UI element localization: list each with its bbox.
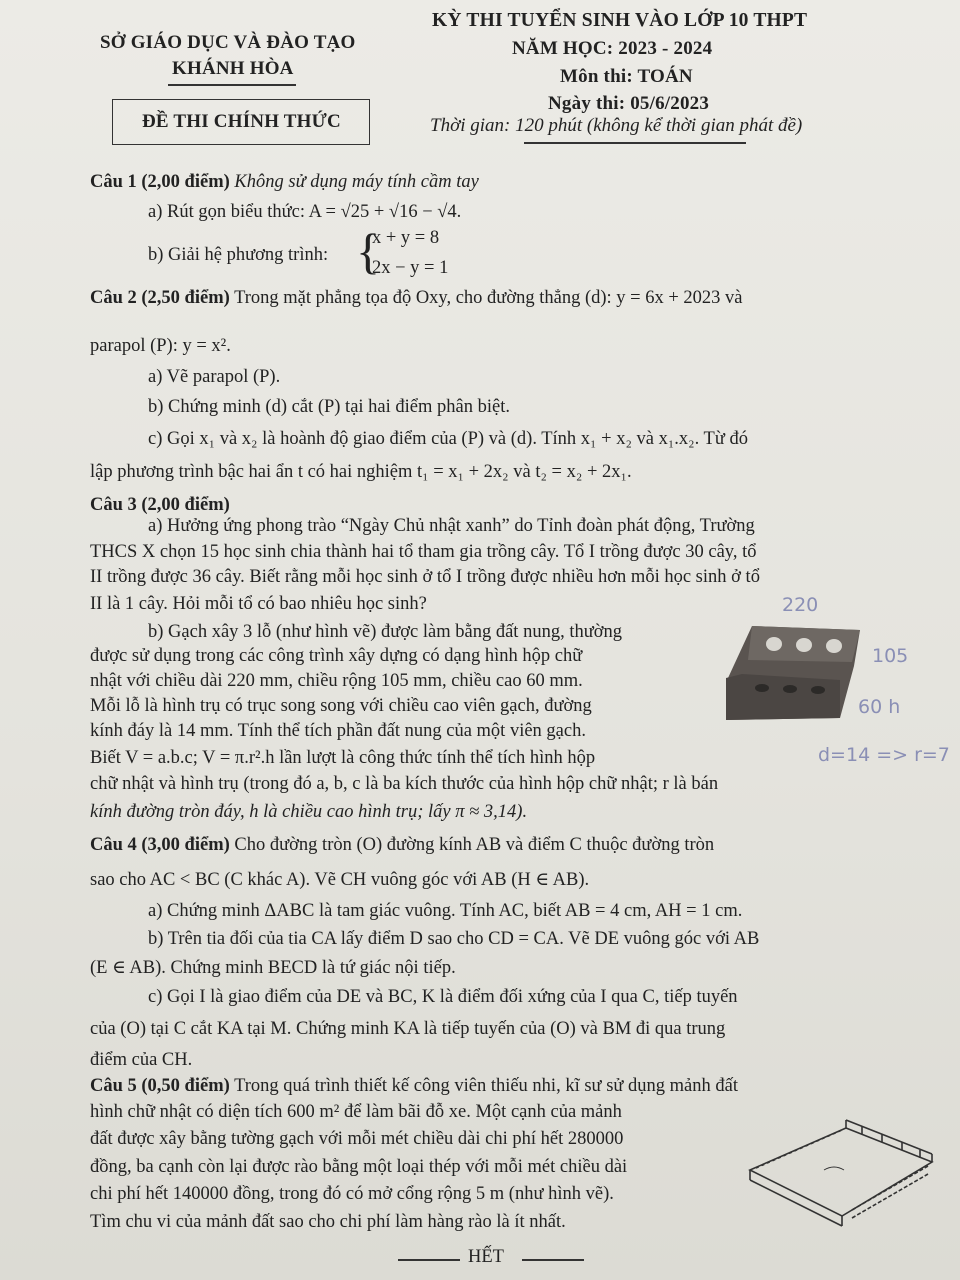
q3-a4: II là 1 cây. Hỏi mỗi tổ có bao nhiêu học sinh? (90, 594, 427, 614)
q2-title: Câu 2 (2,50 điểm) (90, 288, 230, 308)
q1-note: Không sử dụng máy tính cầm tay (234, 172, 479, 192)
q3-b4: Mỗi lỗ là hình trụ có trục song song với chiều cao viên gạch, đường (90, 696, 592, 716)
q3-b7: chữ nhật và hình trụ (trong đó a, b, c là ba kích thước của hình hộp chữ nhật; r là bán (90, 774, 719, 794)
q5-title: Câu 5 (0,50 điểm) (90, 1076, 230, 1096)
q5-line5: chi phí hết 140000 đồng, trong đó có mở cổng rộng 5 m (như hình vẽ). (90, 1184, 614, 1204)
q2-part-c2: lập phương trình bậc hai ẩn t có hai nghiệm t₁ = x₁ + 2x₂ và t₂ = x₂ + 2x₁. (90, 462, 632, 482)
province-underline (168, 84, 296, 86)
system-brace: { (356, 223, 380, 279)
q5-line6: Tìm chu vi của mảnh đất sao cho chi phí làm hàng rào là ít nhất. (90, 1212, 566, 1232)
q5-line2: hình chữ nhật có diện tích 600 m² để làm bãi đỗ xe. Một cạnh của mảnh (90, 1102, 622, 1122)
q4-title: Câu 4 (3,00 điểm) (90, 835, 230, 855)
q4-part-a: a) Chứng minh ΔABC là tam giác vuông. Tính AC, biết AB = 4 cm, AH = 1 cm. (148, 901, 743, 921)
q4-line2: sao cho AC < BC (C khác A). Vẽ CH vuông góc với AB (H ∈ AB). (90, 870, 590, 890)
q4-part-c1: c) Gọi I là giao điểm của DE và BC, K là điểm đối xứng của I qua C, tiếp tuyến (148, 987, 738, 1007)
end-line-left (398, 1259, 460, 1261)
q2-line2: parapol (P): y = x². (90, 336, 231, 356)
q2-part-a: a) Vẽ parapol (P). (148, 367, 281, 387)
q1-part-b-label: b) Giải hệ phương trình: (148, 245, 329, 265)
q5-line1 (90, 1076, 738, 1097)
q3-b2: được sử dụng trong các công trình xây dựng có dạng hình hộp chữ (90, 646, 583, 666)
q4-part-c3: điểm của CH. (90, 1050, 193, 1070)
q5-line3: đất được xây bằng tường gạch với mỗi mét chiều dài chi phí hết 280000 (90, 1129, 624, 1149)
q4-part-b2: (E ∈ AB). Chứng minh BECD là tứ giác nội tiếp. (90, 958, 456, 978)
q2-text: Trong mặt phẳng tọa độ Oxy, cho đường thẳng (d): y = 6x + 2023 và (234, 288, 743, 308)
q2-line1 (90, 288, 743, 309)
note-60: 60 h (858, 696, 901, 718)
q4-part-b1: b) Trên tia đối của tia CA lấy điểm D sao cho CD = CA. Vẽ DE vuông góc với AB (148, 929, 760, 949)
org-name: SỞ GIÁO DỤC VÀ ĐÀO TẠO (100, 32, 356, 53)
q3-b3: nhật với chiều dài 220 mm, chiều rộng 105 mm, chiều cao 60 mm. (90, 671, 583, 691)
q3-b6: Biết V = a.b.c; V = π.r².h lần lượt là công thức tính thể tích hình hộp (90, 748, 596, 768)
note-220: 220 (782, 594, 819, 616)
q4-text: Cho đường tròn (O) đường kính AB và điểm C thuộc đường tròn (234, 835, 715, 855)
duration-underline (524, 142, 746, 144)
exam-duration: Thời gian: 120 phút (không kể thời gian phát đề) (430, 115, 803, 136)
q1-title: Câu 1 (2,00 điểm) (90, 172, 230, 192)
q2-part-b: b) Chứng minh (d) cắt (P) tại hai điểm phân biệt. (148, 397, 510, 417)
official-exam-label: ĐỀ THI CHÍNH THỨC (142, 111, 341, 132)
exam-subject: Môn thi: TOÁN (560, 66, 693, 87)
q1-heading (90, 172, 479, 193)
fence-figure (742, 1118, 942, 1228)
note-105: 105 (872, 645, 909, 667)
q1-eq2: 2x − y = 1 (372, 258, 449, 278)
end-line-right (522, 1259, 584, 1261)
brick-figure (722, 622, 862, 728)
exam-title: KỲ THI TUYỂN SINH VÀO LỚP 10 THPT (432, 10, 808, 31)
q3-a2: THCS X chọn 15 học sinh chia thành hai tổ tham gia trồng cây. Tổ I trồng được 30 cây, tổ (90, 542, 757, 562)
q2-part-c1: c) Gọi x₁ và x₂ là hoành độ giao điểm của (P) và (d). Tính x₁ + x₂ và x₁.x₂. Từ đó (148, 429, 748, 449)
note-diameter: d=14 => r=7 (818, 744, 950, 766)
q3-a3: II trồng được 36 cây. Biết rằng mỗi học sinh ở tổ I trồng được nhiều hơn mỗi học sinh ở tổ (90, 567, 760, 587)
q3-title: Câu 3 (2,00 điểm) (90, 495, 230, 515)
school-year: NĂM HỌC: 2023 - 2024 (512, 38, 713, 59)
province-name: KHÁNH HÒA (172, 58, 294, 79)
q3-b1: b) Gạch xây 3 lỗ (như hình vẽ) được làm bằng đất nung, thường (148, 622, 623, 642)
q5-text: Trong quá trình thiết kế công viên thiếu nhi, kĩ sư sử dụng mảnh đất (234, 1076, 738, 1096)
q4-line1 (90, 835, 714, 856)
q5-line4: đồng, ba cạnh còn lại được rào bằng một loại thép với mỗi mét chiều dài (90, 1157, 628, 1177)
q3-b5: kính đáy là 14 mm. Tính thể tích phần đất nung của một viên gạch. (90, 721, 586, 741)
q1-eq1: x + y = 8 (372, 228, 440, 248)
end-marker: HẾT (468, 1247, 504, 1267)
q3-b8: kính đường tròn đáy, h là chiều cao hình trụ; lấy π ≈ 3,14). (90, 802, 528, 822)
exam-date: Ngày thi: 05/6/2023 (548, 93, 710, 114)
q1-part-a: a) Rút gọn biểu thức: A = √25 + √16 − √4. (148, 202, 462, 222)
q3-a1: a) Hưởng ứng phong trào “Ngày Chủ nhật xanh” do Tỉnh đoàn phát động, Trường (148, 516, 755, 536)
q4-part-c2: của (O) tại C cắt KA tại M. Chứng minh KA là tiếp tuyến của (O) và BM đi qua trung (90, 1019, 726, 1039)
